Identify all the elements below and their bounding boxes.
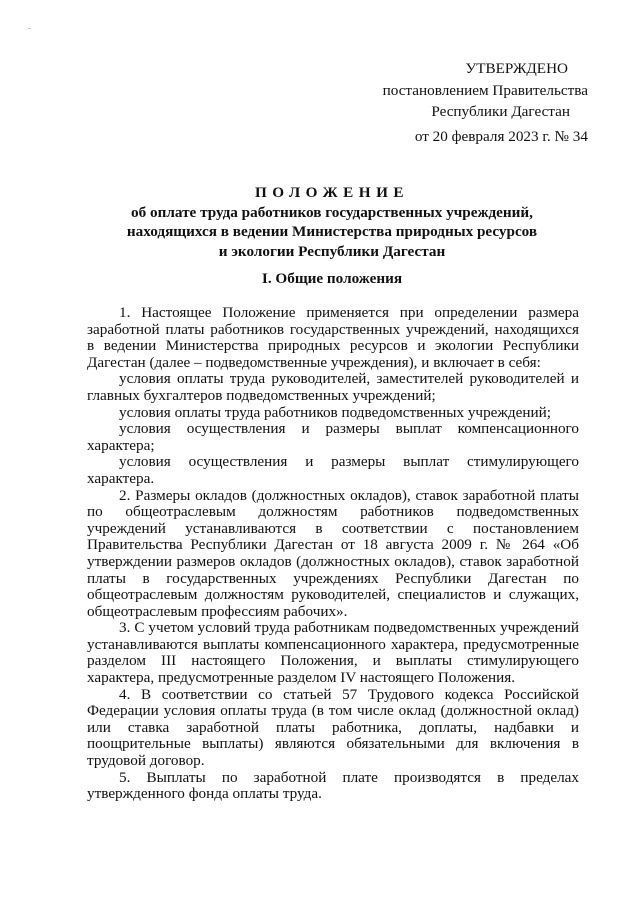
paragraph-3: 3. С учетом условий труда работникам подведомственных учреждений устанавливаются выплаты компенсационного характера, предусмотренные разделом III настоящего Положения, и выплаты стимулирующего характера, предусмотренные разделом IV настоящего Положения. <box>87 619 579 687</box>
approval-line-1: постановлением Правительства <box>382 81 588 99</box>
section-heading: I. Общие положения <box>261 270 403 287</box>
approval-stamp-block <box>368 58 588 147</box>
document-body <box>87 305 579 803</box>
approval-line-2: Республики Дагестан <box>431 103 570 120</box>
approval-heading: УТВЕРЖДЕНО <box>465 60 568 77</box>
paragraph-1-item-2: условия оплаты труда работников подведомственных учреждений; <box>119 403 551 421</box>
document-title <box>80 183 584 261</box>
paragraph-4: 4. В соответствии со статьей 57 Трудового кодекса Российской Федерации условия оплаты труда (в том числе оклад (должностной оклад) или ставка заработной платы работника, доплаты, надбавки и поощрительные выплаты) являются обязательными для включения в трудовой договор. <box>87 685 579 770</box>
scan-speck <box>28 28 31 29</box>
title-main: ПОЛОЖЕНИЕ <box>254 184 410 201</box>
paragraph-2: 2. Размеры окладов (должностных окладов), ставок заработной платы по общеотраслевым должностям работников подведомственных учреждений устанавливаются в соответствии с постановлением Правительства Республики Дагестан от 18 августа 2009 г. № 264 «Об утверждении размеров окладов (должностных окладов), ставок заработной платы в государственных учреждениях Республики Дагестан по общеотраслевым должностям руководителей, специалистов и служащих, общеотраслевым профессиям рабочих». <box>87 486 579 620</box>
title-subtitle-line-2: находящихся в ведении Министерства природных ресурсов <box>126 223 538 240</box>
approval-line-3: от 20 февраля 2023 г. № 34 <box>414 127 588 145</box>
title-subtitle-line-3: и экологии Республики Дагестан <box>218 242 446 260</box>
paragraph-1-item-4: условия осуществления и размеры выплат стимулирующего характера. <box>87 453 579 487</box>
paragraph-1-item-3: условия осуществления и размеры выплат компенсационного характера; <box>87 420 579 454</box>
title-subtitle-line-1: об оплате труда работников государственных учреждений, <box>131 203 533 221</box>
paragraph-1-item-1: условия оплаты труда руководителей, заместителей руководителей и главных бухгалтеров подведомственных учреждений; <box>87 370 579 404</box>
paragraph-5: 5. Выплаты по заработной плате производятся в пределах утвержденного фонда оплаты труда. <box>87 768 579 803</box>
paragraph-1: 1. Настоящее Положение применяется при определении размера заработной платы работников государственных учреждений, находящихся в ведении Министерства природных ресурсов и экологии Республики Дагестан (далее – подведомственные учреждения), и включает в себя: <box>87 304 579 371</box>
